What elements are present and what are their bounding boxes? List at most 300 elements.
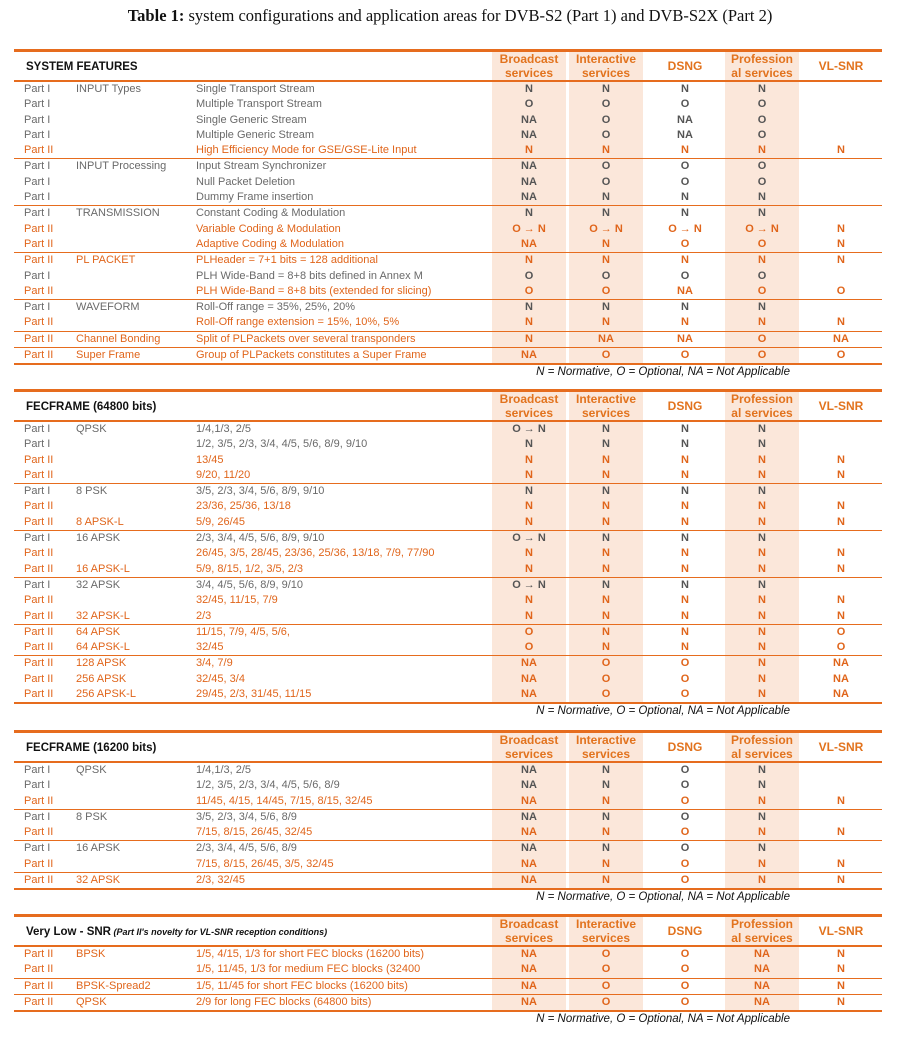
- row-feature: 2/3: [196, 609, 212, 622]
- table-row: [14, 809, 882, 825]
- row-value: N: [681, 500, 689, 513]
- row-value: N: [681, 423, 689, 435]
- row-value: N: [837, 948, 845, 960]
- row-feature: PLHeader = 7+1 bits = 128 additional: [196, 254, 378, 267]
- section-rows: [14, 422, 882, 704]
- row-feature: 5/9, 26/45: [196, 515, 245, 528]
- section-title-text: FECFRAME (64800 bits): [26, 401, 157, 413]
- table-row: [14, 222, 882, 237]
- row-value: N: [602, 237, 610, 250]
- row-part: Part I: [24, 578, 51, 591]
- column-header: VL-SNR: [818, 59, 864, 73]
- row-feature: 32/45: [196, 641, 224, 654]
- row-value: N: [758, 594, 766, 607]
- table-row: [14, 562, 882, 577]
- row-value: N: [758, 316, 766, 329]
- row-value: NA: [521, 979, 537, 992]
- row-value: O: [680, 995, 690, 1008]
- row-value: O → N: [512, 578, 546, 591]
- table-row: [14, 437, 882, 452]
- row-feature: 1/5, 4/15, 1/3 for short FEC blocks (16200 bits): [196, 948, 425, 960]
- row-category: 16 APSK: [76, 842, 121, 855]
- row-value: O: [601, 672, 611, 685]
- row-value: O: [757, 332, 767, 345]
- row-value: O: [601, 948, 611, 960]
- row-part: Part II: [24, 237, 54, 250]
- row-part: Part II: [24, 963, 54, 976]
- row-value: O: [680, 349, 690, 362]
- row-feature: Constant Coding & Modulation: [196, 207, 346, 220]
- table-row: [14, 97, 882, 112]
- row-value: N: [525, 144, 533, 157]
- row-feature: 1/5, 11/45, 1/3 for medium FEC blocks (32400: [196, 963, 421, 976]
- row-feature: 7/15, 8/15, 26/45, 32/45: [196, 826, 313, 839]
- row-part: Part I: [24, 207, 51, 220]
- row-value: O: [680, 237, 690, 250]
- row-value: N: [525, 83, 533, 95]
- table-row: [14, 530, 882, 546]
- row-value: NA: [521, 764, 537, 776]
- row-value: N: [681, 254, 689, 267]
- row-part: Part II: [24, 641, 54, 654]
- row-feature: Variable Coding & Modulation: [196, 222, 341, 235]
- row-feature: Split of PLPackets over several transponders: [196, 332, 416, 345]
- row-part: Part I: [24, 842, 51, 855]
- table-row: [14, 331, 882, 347]
- row-value: NA: [521, 857, 537, 870]
- row-value: O: [757, 237, 767, 250]
- row-feature: 3/5, 2/3, 3/4, 5/6, 8/9: [196, 810, 297, 823]
- row-category: 8 PSK: [76, 810, 108, 823]
- table-row: [14, 299, 882, 315]
- section-title: [26, 742, 156, 754]
- row-value: O: [836, 641, 846, 654]
- row-category: BPSK: [76, 948, 106, 960]
- row-value: N: [602, 438, 610, 451]
- row-value: N: [758, 485, 766, 498]
- row-value: NA: [754, 948, 770, 960]
- row-value: O: [601, 995, 611, 1008]
- row-category: 256 APSK: [76, 672, 127, 685]
- row-value: N: [681, 191, 689, 204]
- row-category: QPSK: [76, 423, 107, 435]
- row-value: N: [602, 468, 610, 481]
- row-value: N: [525, 547, 533, 560]
- row-value: N: [681, 532, 689, 545]
- row-feature: 13/45: [196, 453, 224, 466]
- row-value: O: [757, 349, 767, 362]
- row-feature: 3/5, 2/3, 3/4, 5/6, 8/9, 9/10: [196, 485, 325, 498]
- column-header: Broadcast services: [492, 52, 566, 80]
- row-part: Part I: [24, 301, 51, 314]
- row-value: N: [758, 874, 766, 887]
- row-value: N: [758, 842, 766, 855]
- row-value: N: [837, 515, 845, 528]
- table-row: [14, 672, 882, 687]
- row-value: O: [680, 688, 690, 701]
- row-value: N: [837, 547, 845, 560]
- row-value: O: [836, 349, 846, 362]
- row-value: N: [758, 578, 766, 591]
- row-value: O: [524, 625, 534, 638]
- row-feature: Multiple Transport Stream: [196, 98, 322, 111]
- row-part: Part II: [24, 688, 54, 701]
- row-value: O: [680, 175, 690, 188]
- row-part: Part II: [24, 500, 54, 513]
- row-value: N: [602, 532, 610, 545]
- row-value: N: [837, 222, 845, 235]
- row-value: NA: [521, 657, 537, 670]
- row-feature: PLH Wide-Band = 8+8 bits (extended for slicing): [196, 284, 432, 297]
- row-value: N: [837, 794, 845, 807]
- row-value: N: [525, 332, 533, 345]
- row-value: N: [758, 207, 766, 220]
- row-value: O: [680, 657, 690, 670]
- row-value: N: [681, 578, 689, 591]
- row-category: QPSK: [76, 995, 107, 1008]
- row-value: N: [758, 144, 766, 157]
- row-part: Part II: [24, 515, 54, 528]
- table-row: [14, 840, 882, 856]
- row-value: N: [758, 641, 766, 654]
- column-header: DSNG: [667, 740, 703, 754]
- row-value: NA: [521, 948, 537, 960]
- table-row: [14, 113, 882, 128]
- row-value: NA: [521, 175, 537, 188]
- row-value: N: [602, 857, 610, 870]
- section-header: [14, 730, 882, 763]
- row-category: INPUT Processing: [76, 160, 167, 173]
- table-row: [14, 143, 882, 158]
- row-value: O: [601, 269, 611, 282]
- section-0: [14, 49, 882, 378]
- table-row: [14, 778, 882, 793]
- row-feature: Adaptive Coding & Modulation: [196, 237, 344, 250]
- table-row: [14, 499, 882, 514]
- table-row: [14, 315, 882, 330]
- row-value: N: [602, 191, 610, 204]
- row-value: N: [525, 500, 533, 513]
- row-value: O: [601, 160, 611, 173]
- row-value: N: [602, 316, 610, 329]
- column-header: Profession al services: [725, 392, 799, 420]
- row-value: N: [602, 779, 610, 792]
- row-value: NA: [754, 963, 770, 976]
- table-row: [14, 577, 882, 593]
- row-value: N: [602, 764, 610, 776]
- row-value: N: [837, 316, 845, 329]
- row-value: N: [837, 468, 845, 481]
- row-part: Part II: [24, 453, 54, 466]
- row-value: NA: [833, 672, 849, 685]
- section-title-text: Very Low - SNR: [26, 926, 111, 938]
- row-value: N: [525, 316, 533, 329]
- row-category: 8 PSK: [76, 485, 108, 498]
- row-value: N: [681, 144, 689, 157]
- row-value: O → N: [589, 222, 623, 235]
- row-category: 16 APSK-L: [76, 562, 130, 575]
- row-value: N: [837, 237, 845, 250]
- row-category: Channel Bonding: [76, 332, 161, 345]
- row-value: O: [680, 948, 690, 960]
- row-value: O: [680, 269, 690, 282]
- row-feature: 23/36, 25/36, 13/18: [196, 500, 291, 513]
- section-rows: [14, 763, 882, 890]
- row-feature: 1/4,1/3, 2/5: [196, 423, 252, 435]
- table-row: [14, 609, 882, 624]
- row-category: 32 APSK-L: [76, 609, 130, 622]
- row-value: N: [602, 500, 610, 513]
- row-value: NA: [677, 332, 693, 345]
- row-value: N: [681, 594, 689, 607]
- table-row: [14, 872, 882, 888]
- table-row: [14, 515, 882, 530]
- row-value: O: [524, 284, 534, 297]
- row-value: N: [602, 453, 610, 466]
- row-value: NA: [521, 810, 537, 823]
- row-value: NA: [521, 237, 537, 250]
- row-value: O → N: [668, 222, 702, 235]
- row-part: Part II: [24, 948, 54, 960]
- row-part: Part II: [24, 349, 54, 362]
- section-title: [26, 401, 156, 413]
- row-value: N: [602, 423, 610, 435]
- row-value: NA: [521, 160, 537, 173]
- row-value: N: [837, 594, 845, 607]
- row-value: N: [837, 254, 845, 267]
- row-part: Part I: [24, 269, 51, 282]
- column-header: Profession al services: [725, 52, 799, 80]
- row-value: N: [758, 301, 766, 314]
- row-value: N: [602, 207, 610, 220]
- row-category: PL PACKET: [76, 254, 136, 267]
- column-header: Profession al services: [725, 917, 799, 945]
- row-feature: 2/3, 3/4, 4/5, 5/6, 8/9, 9/10: [196, 532, 325, 545]
- row-part: Part I: [24, 83, 51, 95]
- row-value: N: [602, 515, 610, 528]
- row-value: N: [681, 316, 689, 329]
- row-value: O: [601, 284, 611, 297]
- row-feature: Multiple Generic Stream: [196, 128, 314, 141]
- row-value: O: [680, 810, 690, 823]
- row-part: Part II: [24, 995, 54, 1008]
- row-category: 16 APSK: [76, 532, 121, 545]
- caption-label: Table 1:: [127, 6, 185, 25]
- section-title: [26, 61, 138, 73]
- row-value: N: [602, 594, 610, 607]
- row-value: O: [524, 269, 534, 282]
- row-category: 128 APSK: [76, 657, 127, 670]
- row-value: NA: [521, 113, 537, 126]
- row-value: N: [758, 83, 766, 95]
- table-row: [14, 794, 882, 809]
- row-value: N: [837, 562, 845, 575]
- row-value: N: [758, 609, 766, 622]
- row-value: N: [681, 641, 689, 654]
- row-category: 64 APSK: [76, 625, 121, 638]
- row-part: Part II: [24, 144, 54, 157]
- row-value: O: [836, 625, 846, 638]
- row-value: N: [681, 609, 689, 622]
- row-feature: Single Transport Stream: [196, 83, 315, 95]
- row-feature: 11/45, 4/15, 14/45, 7/15, 8/15, 32/45: [196, 794, 373, 807]
- row-value: NA: [521, 128, 537, 141]
- column-header: Broadcast services: [492, 917, 566, 945]
- row-value: O: [524, 98, 534, 111]
- table-row: [14, 593, 882, 608]
- section-1: [14, 389, 882, 717]
- row-value: N: [602, 842, 610, 855]
- row-feature: 1/2, 3/5, 2/3, 3/4, 4/5, 5/6, 8/9, 9/10: [196, 438, 368, 451]
- row-feature: 11/15, 7/9, 4/5, 5/6,: [196, 625, 290, 638]
- row-value: O: [757, 160, 767, 173]
- row-category: INPUT Types: [76, 83, 142, 95]
- row-part: Part II: [24, 672, 54, 685]
- row-value: O: [757, 269, 767, 282]
- row-feature: Group of PLPackets constitutes a Super Frame: [196, 349, 427, 362]
- row-value: N: [758, 191, 766, 204]
- row-value: N: [681, 562, 689, 575]
- row-feature: Null Packet Deletion: [196, 175, 296, 188]
- row-value: O: [680, 826, 690, 839]
- row-category: QPSK: [76, 764, 107, 776]
- row-value: N: [758, 764, 766, 776]
- row-value: O: [601, 98, 611, 111]
- row-value: N: [681, 301, 689, 314]
- row-feature: 5/9, 8/15, 1/2, 3/5, 2/3: [196, 562, 304, 575]
- table-row: [14, 687, 882, 702]
- table-row: [14, 422, 882, 437]
- row-value: N: [602, 794, 610, 807]
- row-part: Part I: [24, 128, 51, 141]
- row-value: N: [681, 625, 689, 638]
- row-part: Part II: [24, 332, 54, 345]
- row-value: NA: [521, 826, 537, 839]
- table-row: [14, 825, 882, 840]
- row-part: Part I: [24, 438, 51, 451]
- row-value: O: [601, 657, 611, 670]
- row-feature: 3/4, 7/9: [196, 657, 233, 670]
- row-feature: 2/3, 3/4, 4/5, 5/6, 8/9: [196, 842, 297, 855]
- row-part: Part I: [24, 175, 51, 188]
- row-category: Super Frame: [76, 349, 141, 362]
- row-feature: 7/15, 8/15, 26/45, 3/5, 32/45: [196, 857, 334, 870]
- row-value: O → N: [512, 532, 546, 545]
- section-header: [14, 49, 882, 82]
- column-header: VL-SNR: [818, 399, 864, 413]
- row-value: O: [836, 284, 846, 297]
- row-value: NA: [833, 688, 849, 701]
- row-value: N: [758, 857, 766, 870]
- row-value: N: [525, 453, 533, 466]
- legend-note: N = Normative, O = Optional, NA = Not Applicable: [536, 705, 790, 718]
- row-value: O: [757, 128, 767, 141]
- row-value: O: [601, 979, 611, 992]
- row-value: N: [837, 453, 845, 466]
- row-value: NA: [521, 191, 537, 204]
- table-row: [14, 82, 882, 97]
- row-value: O: [757, 113, 767, 126]
- legend-note: N = Normative, O = Optional, NA = Not Applicable: [536, 366, 790, 379]
- row-feature: 2/9 for long FEC blocks (64800 bits): [196, 995, 372, 1008]
- row-value: N: [758, 625, 766, 638]
- table-row: [14, 483, 882, 499]
- table-row: [14, 763, 882, 778]
- row-value: N: [758, 794, 766, 807]
- row-category: 256 APSK-L: [76, 688, 136, 701]
- table-caption: [0, 6, 900, 26]
- row-value: N: [758, 547, 766, 560]
- row-value: N: [758, 515, 766, 528]
- row-part: Part II: [24, 547, 54, 560]
- row-value: O: [680, 98, 690, 111]
- column-header: Interactive services: [569, 917, 643, 945]
- row-value: N: [758, 254, 766, 267]
- row-value: O: [601, 128, 611, 141]
- row-value: N: [837, 144, 845, 157]
- row-value: N: [602, 485, 610, 498]
- row-value: O: [524, 641, 534, 654]
- row-value: N: [602, 254, 610, 267]
- section-rows: [14, 82, 882, 365]
- table-row: [14, 205, 882, 221]
- column-header: Interactive services: [569, 733, 643, 761]
- row-part: Part II: [24, 657, 54, 670]
- table-row: [14, 655, 882, 671]
- row-category: WAVEFORM: [76, 301, 140, 314]
- row-value: N: [602, 578, 610, 591]
- row-value: N: [602, 83, 610, 95]
- row-part: Part I: [24, 113, 51, 126]
- column-header: VL-SNR: [818, 924, 864, 938]
- row-category: 32 APSK: [76, 578, 121, 591]
- row-feature: Dummy Frame insertion: [196, 191, 314, 204]
- row-value: N: [681, 453, 689, 466]
- row-value: N: [602, 641, 610, 654]
- row-value: NA: [598, 332, 614, 345]
- table-row: [14, 947, 882, 962]
- row-value: NA: [677, 113, 693, 126]
- row-feature: 1/2, 3/5, 2/3, 3/4, 4/5, 5/6, 8/9: [196, 779, 340, 792]
- row-value: N: [525, 438, 533, 451]
- row-value: N: [758, 438, 766, 451]
- row-value: N: [758, 453, 766, 466]
- row-category: 64 APSK-L: [76, 641, 130, 654]
- row-part: Part II: [24, 826, 54, 839]
- row-part: Part I: [24, 191, 51, 204]
- row-value: N: [758, 500, 766, 513]
- section-2: [14, 730, 882, 903]
- row-part: Part I: [24, 423, 51, 435]
- row-value: N: [602, 144, 610, 157]
- table-row: [14, 640, 882, 655]
- row-value: N: [758, 688, 766, 701]
- row-feature: 29/45, 2/3, 31/45, 11/15: [196, 688, 312, 701]
- row-category: 32 APSK: [76, 874, 121, 887]
- row-value: NA: [833, 657, 849, 670]
- row-value: O: [757, 175, 767, 188]
- row-value: NA: [677, 128, 693, 141]
- column-header: Interactive services: [569, 52, 643, 80]
- row-value: O: [601, 349, 611, 362]
- row-value: NA: [521, 842, 537, 855]
- row-value: N: [525, 207, 533, 220]
- row-feature: 1/4,1/3, 2/5: [196, 764, 252, 776]
- row-value: NA: [677, 284, 693, 297]
- row-feature: PLH Wide-Band = 8+8 bits defined in Annex M: [196, 269, 423, 282]
- caption-text: system configurations and application areas for DVB-S2 (Part 1) and DVB-S2X (Part 2): [184, 6, 773, 25]
- row-feature: 3/4, 4/5, 5/6, 8/9, 9/10: [196, 578, 304, 591]
